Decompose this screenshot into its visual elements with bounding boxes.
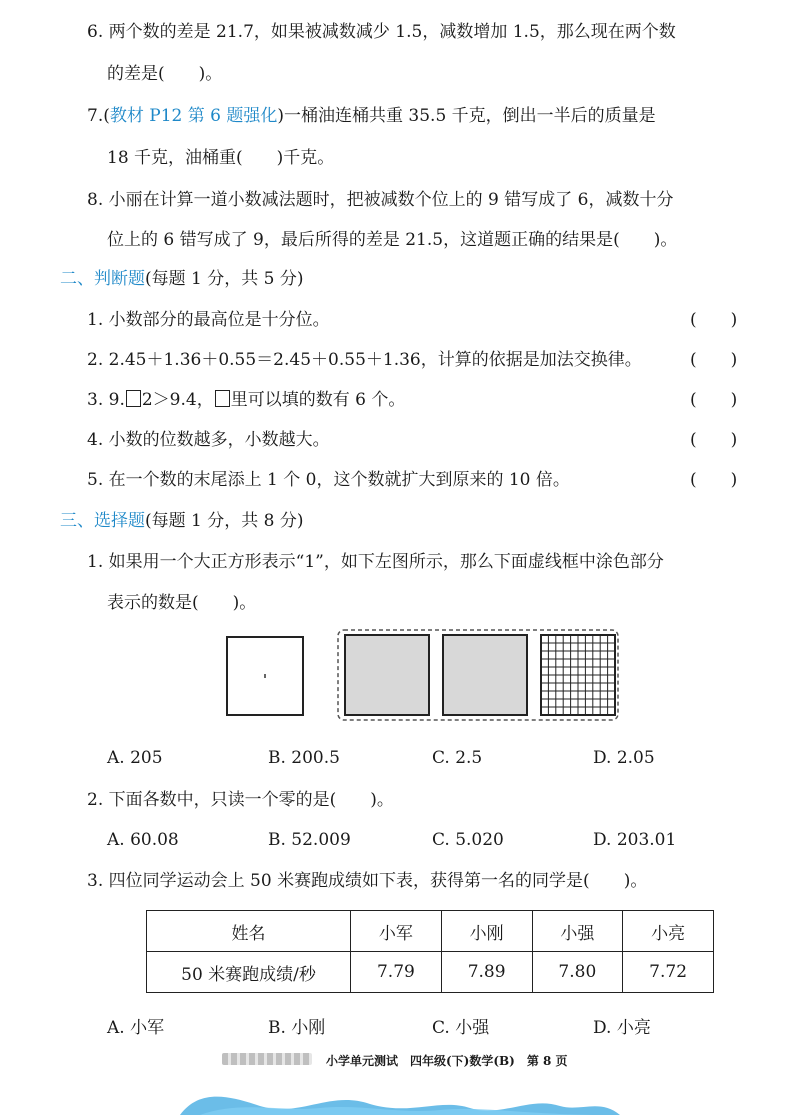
table-header-cell: 小军 (351, 911, 442, 952)
section-choice-title: 三、选择题 (60, 511, 145, 531)
q8-line1: 8. 小丽在计算一道小数减法题时，把被减数个位上的 9 错写成了 6，减数十分 (87, 190, 674, 210)
judge-item-5: 5. 在一个数的末尾添上 1 个 0，这个数就扩大到原来的 10 倍。 (87, 470, 570, 490)
table-row (147, 911, 714, 952)
choice2-option-c[interactable]: C. 5.020 (432, 830, 504, 850)
choice1-line2: 表示的数是( )。 (107, 593, 257, 613)
choice3-option-c[interactable]: C. 小强 (432, 1018, 490, 1038)
section-judge-heading (60, 268, 304, 290)
judge-item-3-pre: 3. 9. (87, 390, 125, 410)
table-cell: 50 米赛跑成绩/秒 (147, 952, 351, 993)
judge-answer-4[interactable]: ( ) (690, 430, 738, 450)
choice2-option-b[interactable]: B. 52.009 (268, 830, 351, 850)
q7-number: 7.( (87, 106, 110, 126)
footer-wave-decoration (0, 1068, 797, 1115)
blank-box (126, 390, 141, 407)
choice1-option-d[interactable]: D. 2.05 (593, 748, 655, 768)
table-cell: 7.72 (623, 952, 714, 993)
table-header-cell: 姓名 (147, 911, 351, 952)
judge-item-4: 4. 小数的位数越多，小数越大。 (87, 430, 330, 450)
table-cell: 7.89 (441, 952, 532, 993)
section-judge-title: 二、判断题 (60, 269, 145, 289)
table-header-cell: 小亮 (623, 911, 714, 952)
choice2-line1: 2. 下面各数中，只读一个零的是( )。 (87, 790, 394, 810)
table-row (147, 952, 714, 993)
section-choice-heading (60, 510, 304, 532)
page-footer: 小学单元测试 四年级(下)数学(B) 第 8 页 (326, 1054, 568, 1068)
judge-item-1: 1. 小数部分的最高位是十分位。 (87, 310, 330, 330)
q6-line1: 6. 两个数的差是 21.7，如果被减数减少 1.5，减数增加 1.5，那么现在两个数 (87, 22, 676, 42)
choice3-option-b[interactable]: B. 小刚 (268, 1018, 326, 1038)
judge-item-3-mid: 2＞9.4， (141, 390, 214, 410)
q7-line2: 18 千克，油桶重( )千克。 (107, 148, 335, 168)
judge-answer-2[interactable]: ( ) (690, 350, 738, 370)
choice1-line1: 1. 如果用一个大正方形表示“1”，如下左图所示，那么下面虚线框中涂色部分 (87, 552, 664, 572)
q7-rest: )一桶油连桶共重 35.5 千克，倒出一半后的质量是 (277, 106, 656, 126)
judge-answer-5[interactable]: ( ) (690, 470, 738, 490)
choice3-option-a[interactable]: A. 小军 (107, 1018, 165, 1038)
table-cell: 7.79 (351, 952, 442, 993)
judge-item-3-post: 里可以填的数有 6 个。 (230, 390, 406, 410)
section-choice-note: (每题 1 分，共 8 分) (145, 511, 304, 531)
table-header-cell: 小刚 (441, 911, 532, 952)
race-results-table (146, 910, 714, 993)
q7-line1 (87, 105, 656, 127)
table-cell: 7.80 (532, 952, 623, 993)
judge-item-2: 2. 2.45＋1.36＋0.55＝2.45＋0.55＋1.36，计算的依据是加法交换律。 (87, 350, 642, 370)
table-header-cell: 小强 (532, 911, 623, 952)
choice2-option-d[interactable]: D. 203.01 (593, 830, 677, 850)
blank-box (215, 390, 230, 407)
q6-line2: 的差是( )。 (107, 64, 223, 84)
shaded-squares-figure (337, 629, 619, 721)
choice1-option-c[interactable]: C. 2.5 (432, 748, 483, 768)
judge-item-3 (87, 389, 405, 411)
judge-answer-1[interactable]: ( ) (690, 310, 738, 330)
choice3-line1: 3. 四位同学运动会上 50 米赛跑成绩如下表，获得第一名的同学是( )。 (87, 871, 648, 891)
q8-line2: 位上的 6 错写成了 9，最后所得的差是 21.5，这道题正确的结果是( )。 (107, 230, 678, 250)
choice2-option-a[interactable]: A. 60.08 (107, 830, 179, 850)
blurred-watermark (222, 1053, 312, 1065)
choice1-option-b[interactable]: B. 200.5 (268, 748, 340, 768)
q7-source-note: 教材 P12 第 6 题强化 (109, 106, 278, 126)
judge-answer-3[interactable]: ( ) (690, 390, 738, 410)
unit-square-figure (226, 636, 306, 718)
choice3-option-d[interactable]: D. 小亮 (593, 1018, 651, 1038)
choice1-option-a[interactable]: A. 205 (107, 748, 163, 768)
section-judge-note: (每题 1 分，共 5 分) (145, 269, 304, 289)
